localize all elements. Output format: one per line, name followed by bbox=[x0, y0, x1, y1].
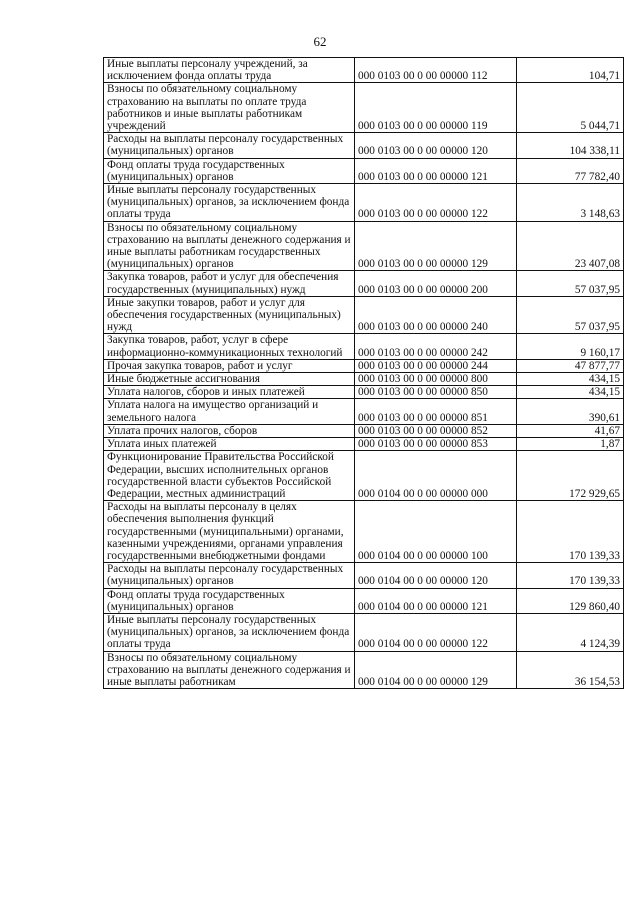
row-amount-cell: 57 037,95 bbox=[517, 271, 624, 296]
table-row bbox=[104, 386, 624, 399]
table-row bbox=[104, 271, 624, 296]
row-code-cell: 000 0104 00 0 00 00000 121 bbox=[355, 588, 517, 613]
row-name-cell: Иные закупки товаров, работ и услуг для обеспечения государственных (муниципальных) нужд bbox=[104, 296, 355, 334]
table-row bbox=[104, 613, 624, 651]
row-code-cell: 000 0103 00 0 00 00000 200 bbox=[355, 271, 517, 296]
row-amount-cell: 36 154,53 bbox=[517, 651, 624, 689]
row-amount-cell: 104,71 bbox=[517, 58, 624, 83]
row-amount-cell: 5 044,71 bbox=[517, 83, 624, 133]
row-name-cell: Уплата прочих налогов, сборов bbox=[104, 424, 355, 437]
row-amount-cell: 23 407,08 bbox=[517, 221, 624, 271]
row-code-cell: 000 0104 00 0 00 00000 120 bbox=[355, 563, 517, 588]
row-code-cell: 000 0104 00 0 00 00000 100 bbox=[355, 501, 517, 563]
row-code-cell: 000 0103 00 0 00 00000 112 bbox=[355, 58, 517, 83]
table-row bbox=[104, 373, 624, 386]
row-name-cell: Иные бюджетные ассигнования bbox=[104, 373, 355, 386]
row-name-cell: Расходы на выплаты персоналу государственных (муниципальных) органов bbox=[104, 133, 355, 158]
row-code-cell: 000 0103 00 0 00 00000 852 bbox=[355, 424, 517, 437]
table-row bbox=[104, 451, 624, 501]
table-row bbox=[104, 296, 624, 334]
row-amount-cell: 3 148,63 bbox=[517, 184, 624, 222]
row-code-cell: 000 0103 00 0 00 00000 240 bbox=[355, 296, 517, 334]
row-name-cell: Функционирование Правительства Российской Федерации, высших исполнительных органов государственной власти субъектов Российской Федерации, местных администраций bbox=[104, 451, 355, 501]
row-amount-cell: 57 037,95 bbox=[517, 296, 624, 334]
table-row bbox=[104, 359, 624, 372]
row-name-cell: Иные выплаты персоналу учреждений, за исключением фонда оплаты труда bbox=[104, 58, 355, 83]
table-row bbox=[104, 399, 624, 424]
row-amount-cell: 1,87 bbox=[517, 438, 624, 451]
row-name-cell: Взносы по обязательному социальному страхованию на выплаты денежного содержания и иные выплаты работникам государственных (муниципальных) органов bbox=[104, 221, 355, 271]
row-amount-cell: 41,67 bbox=[517, 424, 624, 437]
row-code-cell: 000 0104 00 0 00 00000 122 bbox=[355, 613, 517, 651]
row-amount-cell: 47 877,77 bbox=[517, 359, 624, 372]
table-row bbox=[104, 158, 624, 183]
row-amount-cell: 434,15 bbox=[517, 386, 624, 399]
row-code-cell: 000 0103 00 0 00 00000 119 bbox=[355, 83, 517, 133]
table-row bbox=[104, 501, 624, 563]
row-name-cell: Уплата иных платежей bbox=[104, 438, 355, 451]
row-name-cell: Закупка товаров, работ, услуг в сфере информационно-коммуникационных технологий bbox=[104, 334, 355, 359]
row-amount-cell: 170 139,33 bbox=[517, 501, 624, 563]
row-amount-cell: 9 160,17 bbox=[517, 334, 624, 359]
table-row bbox=[104, 221, 624, 271]
row-name-cell: Прочая закупка товаров, работ и услуг bbox=[104, 359, 355, 372]
row-code-cell: 000 0103 00 0 00 00000 853 bbox=[355, 438, 517, 451]
row-amount-cell: 4 124,39 bbox=[517, 613, 624, 651]
row-name-cell: Закупка товаров, работ и услуг для обеспечения государственных (муниципальных) нужд bbox=[104, 271, 355, 296]
row-code-cell: 000 0103 00 0 00 00000 122 bbox=[355, 184, 517, 222]
row-name-cell: Взносы по обязательному социальному страхованию на выплаты денежного содержания и иные выплаты работникам bbox=[104, 651, 355, 689]
row-code-cell: 000 0103 00 0 00 00000 120 bbox=[355, 133, 517, 158]
row-code-cell: 000 0103 00 0 00 00000 850 bbox=[355, 386, 517, 399]
row-amount-cell: 172 929,65 bbox=[517, 451, 624, 501]
row-name-cell: Уплата налога на имущество организаций и земельного налога bbox=[104, 399, 355, 424]
row-amount-cell: 129 860,40 bbox=[517, 588, 624, 613]
row-amount-cell: 434,15 bbox=[517, 373, 624, 386]
row-code-cell: 000 0104 00 0 00 00000 129 bbox=[355, 651, 517, 689]
row-name-cell: Фонд оплаты труда государственных (муниципальных) органов bbox=[104, 588, 355, 613]
row-code-cell: 000 0103 00 0 00 00000 129 bbox=[355, 221, 517, 271]
row-name-cell: Расходы на выплаты персоналу в целях обеспечения выполнения функций государственными (муниципальными) органами, казенными учреждениями, органами управления государственными внебюджетными фондами bbox=[104, 501, 355, 563]
table-row bbox=[104, 184, 624, 222]
table-row bbox=[104, 588, 624, 613]
row-code-cell: 000 0103 00 0 00 00000 242 bbox=[355, 334, 517, 359]
table-row bbox=[104, 133, 624, 158]
row-code-cell: 000 0103 00 0 00 00000 244 bbox=[355, 359, 517, 372]
row-name-cell: Взносы по обязательному социальному страхованию на выплаты по оплате труда работников и иные выплаты работникам учреждений bbox=[104, 83, 355, 133]
row-amount-cell: 104 338,11 bbox=[517, 133, 624, 158]
row-amount-cell: 390,61 bbox=[517, 399, 624, 424]
budget-table bbox=[103, 57, 624, 689]
table-row bbox=[104, 438, 624, 451]
row-name-cell: Иные выплаты персоналу государственных (муниципальных) органов, за исключением фонда оплаты труда bbox=[104, 613, 355, 651]
table-row bbox=[104, 563, 624, 588]
row-code-cell: 000 0103 00 0 00 00000 851 bbox=[355, 399, 517, 424]
row-name-cell: Расходы на выплаты персоналу государственных (муниципальных) органов bbox=[104, 563, 355, 588]
row-code-cell: 000 0103 00 0 00 00000 121 bbox=[355, 158, 517, 183]
row-amount-cell: 77 782,40 bbox=[517, 158, 624, 183]
table-row bbox=[104, 58, 624, 83]
row-code-cell: 000 0104 00 0 00 00000 000 bbox=[355, 451, 517, 501]
budget-table-body bbox=[104, 58, 624, 689]
row-name-cell: Иные выплаты персоналу государственных (муниципальных) органов, за исключением фонда оплаты труда bbox=[104, 184, 355, 222]
table-row bbox=[104, 334, 624, 359]
row-name-cell: Уплата налогов, сборов и иных платежей bbox=[104, 386, 355, 399]
page-number: 62 bbox=[313, 34, 327, 49]
table-row bbox=[104, 651, 624, 689]
table-row bbox=[104, 83, 624, 133]
table-row bbox=[104, 424, 624, 437]
row-code-cell: 000 0103 00 0 00 00000 800 bbox=[355, 373, 517, 386]
row-name-cell: Фонд оплаты труда государственных (муниципальных) органов bbox=[104, 158, 355, 183]
row-amount-cell: 170 139,33 bbox=[517, 563, 624, 588]
